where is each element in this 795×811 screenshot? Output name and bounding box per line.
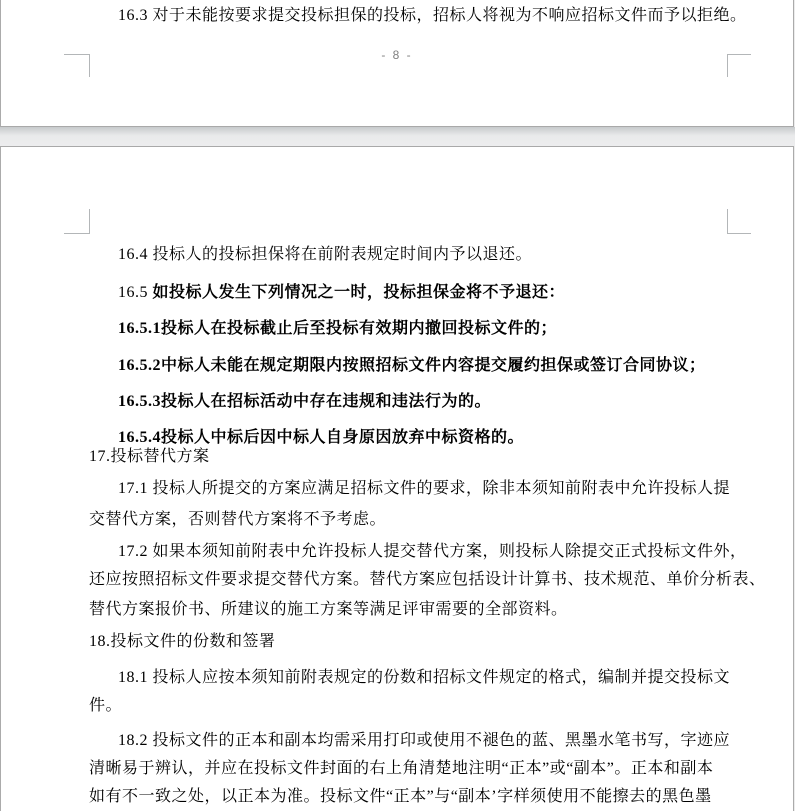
document-line[interactable]: 还应按照招标文件要求提交替代方案。替代方案应包括设计计算书、技术规范、单价分析表、	[89, 571, 766, 588]
document-line[interactable]: 18.1 投标人应按本须知前附表规定的份数和招标文件规定的格式，编制并提交投标文	[118, 669, 731, 686]
document-line[interactable]: 18.2 投标文件的正本和副本均需采用打印或使用不褪色的蓝、黑墨水笔书写，字迹应	[118, 732, 731, 749]
document-line[interactable]: 如有不一致之处，以正本为准。投标文件“正本”与“副本’字样须使用不能擦去的黑色墨	[89, 788, 712, 805]
margin-mark-top-left	[64, 209, 90, 234]
document-line[interactable]: 16.4 投标人的投标担保将在前附表规定时间内予以退还。	[118, 246, 533, 263]
margin-mark-bottom-right	[727, 54, 751, 77]
line-number-prefix: 16.5	[118, 284, 153, 301]
document-line[interactable]: 18.投标文件的份数和签署	[89, 633, 276, 650]
margin-mark-top-right	[727, 209, 751, 234]
document-line[interactable]	[118, 284, 565, 301]
line-text: 如投标人发生下列情况之一时，投标担保金将不予退还：	[152, 284, 566, 301]
page-number: - 8 -	[381, 48, 413, 62]
document-line[interactable]: 17.1 投标人所提交的方案应满足招标文件的要求，除非本须知前附表中允许投标人提	[118, 480, 731, 497]
document-line[interactable]: 16.5.4投标人中标后因中标人自身原因放弃中标资格的。	[118, 429, 525, 446]
document-line[interactable]: 16.3 对于未能按要求提交投标担保的投标，招标人将视为不响应招标文件而予以拒绝。	[118, 7, 747, 24]
document-line[interactable]: 件。	[89, 697, 123, 714]
document-line[interactable]: 17.2 如果本须知前附表中允许投标人提交替代方案，则投标人除提交正式投标文件外，	[118, 543, 747, 560]
page-gap	[0, 127, 795, 146]
document-line[interactable]: 交替代方案，否则替代方案将不予考虑。	[89, 511, 387, 528]
page-9[interactable]	[0, 146, 794, 811]
document-line[interactable]: 16.5.1投标人在投标截止后至投标有效期内撤回投标文件的；	[118, 320, 558, 337]
document-line[interactable]: 替代方案报价书、所建议的施工方案等满足评审需要的全部资料。	[89, 601, 568, 618]
page-8[interactable]	[0, 0, 794, 127]
document-line[interactable]: 17.投标替代方案	[89, 448, 210, 465]
document-line[interactable]: 16.5.2中标人未能在规定期限内按照招标文件内容提交履约担保或签订合同协议；	[118, 357, 706, 374]
margin-mark-bottom-left	[64, 54, 90, 77]
document-line[interactable]: 16.5.3投标人在招标活动中存在违规和违法行为的。	[118, 393, 492, 410]
document-line[interactable]: 清晰易于辨认，并应在投标文件封面的右上角清楚地注明“正本”或“副本”。正本和副本	[89, 760, 714, 777]
